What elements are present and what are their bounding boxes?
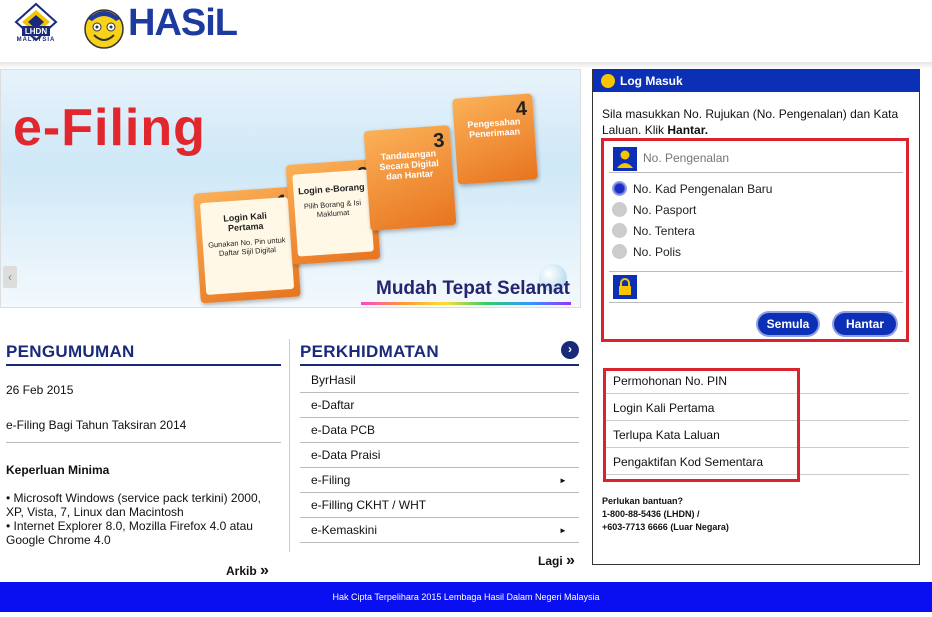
services-rule <box>300 364 579 366</box>
link-pin-application[interactable]: Permohonan No. PIN <box>613 374 728 388</box>
radio-icon[interactable] <box>612 244 627 259</box>
step-subtitle: Gunakan No. Pin untuk Daftar Sijil Digital <box>207 235 286 258</box>
announcement-link[interactable]: e-Filing Bagi Tahun Taksiran 2014 <box>6 418 187 432</box>
service-divider <box>300 442 579 443</box>
banner-title: e-Filing <box>13 99 206 157</box>
step-title: Login Kali Pertama <box>223 210 268 234</box>
radio-label: No. Kad Pengenalan Baru <box>633 182 773 196</box>
service-e-kemaskini[interactable]: e-Kemaskini <box>311 523 378 537</box>
step-title: Tandatangan Secara Digital dan Hantar <box>379 148 440 182</box>
announcements-heading: PENGUMUMAN <box>6 342 135 361</box>
top-bar <box>0 0 932 62</box>
radio-label: No. Pasport <box>633 203 697 217</box>
banner-step-3 <box>364 125 457 231</box>
lhdn-logo-text: LHDN <box>24 27 48 36</box>
radio-passport[interactable] <box>612 202 696 218</box>
double-chevron-right-icon: » <box>566 552 575 569</box>
announcements-rule <box>6 364 281 366</box>
link-first-login[interactable]: Login Kali Pertama <box>613 401 715 415</box>
id-field[interactable] <box>609 143 903 173</box>
service-e-daftar[interactable]: e-Daftar <box>311 398 355 412</box>
requirement-os: • Microsoft Windows (service pack terkini) 2000, XP, Vista, 7, Linux dan Macintosh <box>6 491 261 519</box>
login-intro-bold: Hantar. <box>667 123 709 137</box>
ezhasil-brand-text[interactable]: HASiL <box>128 2 237 44</box>
login-intro <box>602 106 912 138</box>
step-number: 3 <box>432 129 446 153</box>
double-chevron-right-icon: » <box>260 562 269 579</box>
service-e-filling-ckht[interactable]: e-Filling CKHT / WHT <box>311 498 427 512</box>
password-input[interactable] <box>643 276 897 298</box>
lock-icon <box>601 74 615 88</box>
ezhasil-mascot-icon[interactable] <box>80 3 128 49</box>
more-services-link[interactable] <box>538 552 575 570</box>
login-header <box>593 70 919 92</box>
submit-button[interactable]: Hantar <box>834 313 896 335</box>
help-phone-local: 1-800-88-5436 (LHDN) / <box>602 509 700 519</box>
service-divider <box>300 517 579 518</box>
help-phone-overseas: +603-7713 6666 (Luar Negara) <box>602 522 729 532</box>
banner-step-1 <box>193 187 300 304</box>
login-intro-text: Sila masukkan No. Rujukan (No. Pengenalan) dan Kata Laluan. Klik <box>602 107 899 137</box>
archive-label: Arkib <box>226 564 257 578</box>
radio-police[interactable] <box>612 244 681 260</box>
footer-copyright: Hak Cipta Terpelihara 2015 Lembaga Hasil Dalam Negeri Malaysia <box>0 582 932 612</box>
column-divider <box>289 339 290 552</box>
banner-tagline: Mudah Tepat Selamat <box>376 278 570 299</box>
login-panel <box>592 69 920 565</box>
archive-link[interactable] <box>226 562 269 580</box>
banner-step-4 <box>452 93 538 184</box>
banner-prev-icon[interactable]: ‹ <box>3 266 17 288</box>
radio-selected-icon[interactable] <box>612 181 627 196</box>
service-divider <box>300 467 579 468</box>
services-heading: PERKHIDMATAN <box>300 342 439 361</box>
service-e-data-pcb[interactable]: e-Data PCB <box>311 423 376 437</box>
submenu-arrow-icon[interactable]: ► <box>559 526 567 535</box>
radio-icon[interactable] <box>612 202 627 217</box>
login-header-label: Log Masuk <box>620 74 683 88</box>
radio-label: No. Tentera <box>633 224 695 238</box>
link-activate-temp-code[interactable]: Pengaktifan Kod Sementara <box>613 455 764 469</box>
more-label: Lagi <box>538 554 563 568</box>
help-title: Perlukan bantuan? <box>602 496 684 506</box>
password-field[interactable] <box>609 271 903 303</box>
announcement-date: 26 Feb 2015 <box>6 383 74 397</box>
reset-button[interactable]: Semula <box>758 313 818 335</box>
service-divider <box>300 417 579 418</box>
requirements-title: Keperluan Minima <box>6 463 110 477</box>
malaysia-label: MALAYSIA <box>16 37 56 43</box>
user-icon <box>613 147 637 171</box>
radio-army[interactable] <box>612 223 695 239</box>
radio-label: No. Polis <box>633 245 682 259</box>
service-byrhasil[interactable]: ByrHasil <box>311 373 356 387</box>
id-input[interactable] <box>643 147 897 169</box>
step-title: Login e-Borang <box>297 181 365 197</box>
services-next-icon[interactable]: › <box>561 341 579 359</box>
service-e-filing[interactable]: e-Filing <box>311 473 351 487</box>
padlock-icon <box>613 275 637 299</box>
radio-new-ic[interactable] <box>612 181 772 197</box>
step-number: 4 <box>515 97 528 121</box>
submenu-arrow-icon[interactable]: ► <box>559 476 567 485</box>
banner-rainbow-divider <box>361 302 571 305</box>
efiling-banner[interactable] <box>0 69 581 308</box>
requirement-browser: • Internet Explorer 8.0, Mozilla Firefox 4.0 atau Google Chrome 4.0 <box>6 519 253 547</box>
radio-icon[interactable] <box>612 223 627 238</box>
link-forgot-password[interactable]: Terlupa Kata Laluan <box>613 428 720 442</box>
service-divider <box>300 492 579 493</box>
service-e-data-praisi[interactable]: e-Data Praisi <box>311 448 381 462</box>
header-divider <box>0 62 932 69</box>
step-subtitle: Pilih Borang & Isi Maklumat <box>303 198 362 220</box>
service-divider <box>300 392 579 393</box>
announcement-divider <box>6 442 281 443</box>
step-title: Pengesahan Penerimaan <box>467 116 521 140</box>
login-form <box>601 138 909 342</box>
service-divider <box>300 542 579 543</box>
